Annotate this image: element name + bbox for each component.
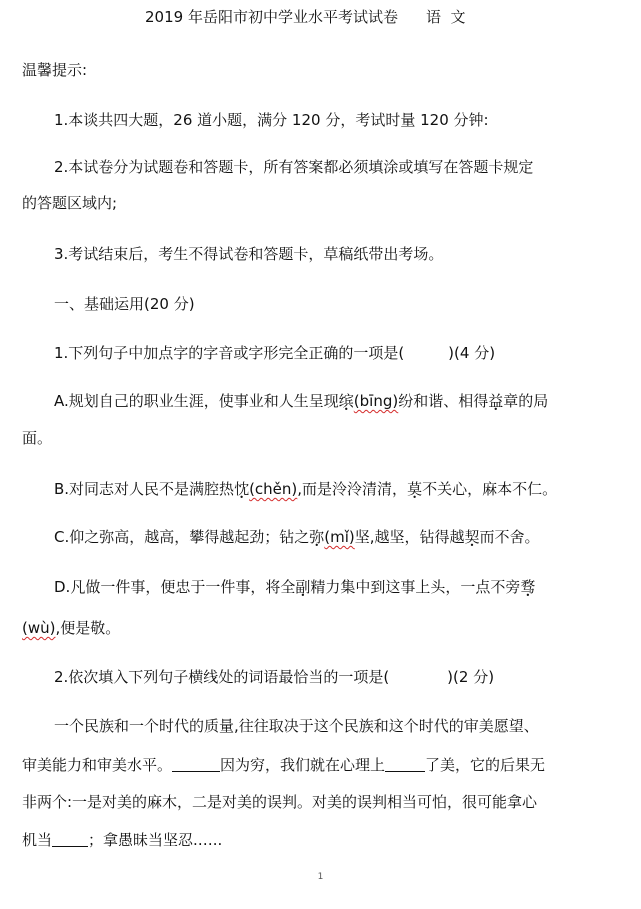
answer-blank [172,756,220,772]
q2-passage-line-4: 机当 ；拿愚昧当坚忍.….. [22,831,223,849]
q2-passage-line-1: 一个民族和一个时代的质量,往往取决于这个民族和这个时代的审美愿望、 [54,717,539,735]
q2-score: )(2 分) [447,668,495,686]
question-1-stem [54,343,495,363]
pinyin: (mǐ) [324,528,355,546]
note-3: 3.考试结束后，考生不得试卷和答题卡，草稿纸带出考场。 [54,245,444,263]
dotted-char: 骛 [520,578,536,596]
notice-heading: 温馨提示: [22,61,88,79]
dotted-char: 契 [464,528,480,546]
q1-option-b: B.对同志对人民不是满腔热忱(chěn),而是泠泠清清，莫不关心，麻本不仁。 [54,480,558,498]
answer-blank [52,831,88,847]
pinyin: (wù) [22,619,56,637]
dotted-char: 莫 [407,480,423,498]
dotted-char: 副 [295,578,311,596]
section-heading: 一、基础运用(20 分) [54,295,195,313]
question-2-stem [54,667,494,687]
pinyin: (chěn) [249,480,298,498]
note-2-cont: 的答题区域内; [22,194,118,212]
q2-passage-line-2: 审美能力和审美水平。 因为穷，我们就在心理上 了美，它的后果无 [22,756,546,774]
note-1: 1.本谈共四大题，26 道小题，满分 120 分，考试时量 120 分钟: [54,111,489,129]
subject-label: 语 文 [425,8,466,26]
exam-title: 2019 年岳阳市初中学业水平考试试卷 [145,8,398,26]
answer-blank [385,756,425,772]
q1-option-d-cont: (wù),便是敬。 [22,619,121,637]
dotted-char: 弥 [309,528,325,546]
q2-passage-line-3: 非两个:一是对美的麻木，二是对美的误判。对美的误判相当可怕，很可能拿心 [22,793,538,811]
q1-stem-text: 1.下列句子中加点字的字音或字形完全正确的一项是( [54,344,405,362]
dotted-char: 益 [488,392,504,410]
q1-option-d: D.凡做一件事，便忠于一件事，将全副精力集中到这事上头，一点不旁骛 [54,578,536,596]
q1-option-c: C.仰之弥高，越高，攀得越起劲；钻之弥(mǐ)坚,越坚，钻得越契而不舍。 [54,528,540,546]
q1-option-a: A.规划自己的职业生涯，使事业和人生呈现缤(bīng)纷和谐、相得益章的局 [54,392,549,410]
exam-title-line [145,7,466,27]
q2-stem-text: 2.依次填入下列句子横线处的词语最恰当的一项是( [54,668,390,686]
q1-option-a-cont: 面。 [22,429,53,447]
page-number: 1 [317,872,324,882]
q1-score: )(4 分) [448,344,496,362]
pinyin: (bīng) [353,392,399,410]
note-2: 2.本试卷分为试题卷和答题卡，所有答案都必须填涂或填写在答题卡规定 [54,158,534,176]
dotted-char: 缤 [338,392,354,410]
dotted-char: 忱 [234,480,250,498]
